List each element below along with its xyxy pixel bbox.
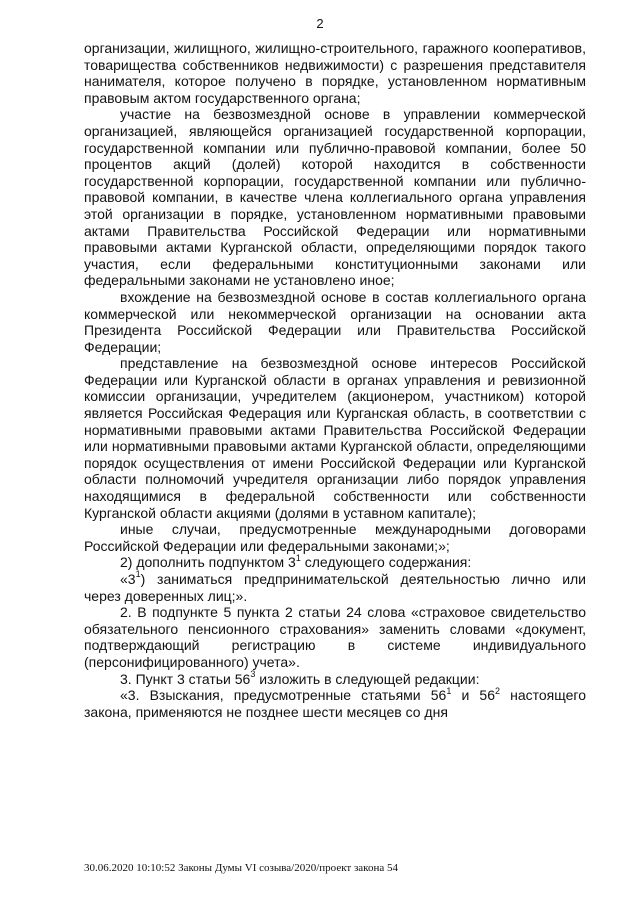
paragraph-text: «3: [120, 571, 136, 587]
paragraph: [84, 687, 586, 720]
paragraph: участие на безвозмездной основе в управлении коммерческой организацией, являющейся организацией государственной корпорации, государственной компании или публично-правовой компании, более 50 процентов акций (долей) которой находится в собственности государственной корпорации, государственной компании или публично-правовой компании, в качестве члена коллегиального органа управления этой организации в порядке, установленном нормативными правовыми актами Правительства Российской Федерации или нормативными правовыми актами Курганской области, определяющими порядок такого участия, если федеральными конституционными законами или федеральными законами не установлено иное;: [84, 106, 586, 289]
paragraph-text: следующего содержания:: [300, 554, 472, 571]
document-body: [84, 40, 586, 720]
paragraph-text: и 56: [451, 687, 495, 704]
superscript: 1: [446, 685, 452, 696]
paragraph-text: 2) дополнить подпунктом 3: [120, 554, 296, 571]
superscript: 1: [295, 552, 301, 563]
paragraph: представление на безвозмездной основе интересов Российской Федерации или Курганской области в органах управления и ревизионной комиссии организации, учредителем (акционером, участником) которой является Российская Федерация или Курганская область, в соответствии с нормативными правовыми актами Правительства Российской Федерации или нормативными правовыми актами Курганской области, определяющими порядок осуществления от имени Российской Федерации или Курганской области полномочий учредителя организации либо порядок управления находящимися в федеральной собственности или собственности Курганской области акциями (долями в уставном капитале);: [84, 355, 586, 521]
paragraph: [84, 571, 586, 604]
paragraph: [84, 668, 586, 688]
superscript: 1: [135, 569, 141, 580]
paragraph: вхождение на безвозмездной основе в состав коллегиального органа коммерческой или некоммерческой организации на основании акта Президента Российской Федерации или Правительства Российской Федерации;: [84, 288, 586, 355]
paragraph: организации, жилищного, жилищно-строительного, гаражного кооперативов, товарищества собственников недвижимости) с разрешения представителя нанимателя, которое получено в порядке, установленном нормативным правовым актом государственного органа;: [84, 40, 586, 106]
paragraph-text: «3. Взыскания, предусмотренные статьями 56: [120, 687, 447, 704]
paragraph: [84, 554, 586, 571]
superscript: 2: [494, 685, 500, 696]
paragraph: иные случаи, предусмотренные международными договорами Российской Федерации или федеральными законами;»;: [84, 521, 586, 554]
page-number: 2: [316, 16, 324, 31]
paragraph-text: настоящего закона, применяются не позднее шести месяцев со дня: [84, 687, 586, 720]
paragraph-text: изложить в следующей редакции:: [255, 670, 480, 687]
superscript: 3: [250, 668, 256, 679]
paragraph-text: 3. Пункт 3 статьи 56: [120, 670, 251, 687]
paragraph: 2. В подпункте 5 пункта 2 статьи 24 слова «страховое свидетельство обязательного пенсионного страхования» заменить словами «документ, подтверждающий регистрацию в системе индивидуального (персонифицированного) учета».: [84, 604, 586, 670]
paragraph-text: ) заниматься предпринимательской деятельностью лично или через доверенных лиц;».: [84, 571, 586, 604]
document-footer: 30.06.2020 10:10:52 Законы Думы VI созыва/2020/проект закона 54: [84, 862, 398, 874]
